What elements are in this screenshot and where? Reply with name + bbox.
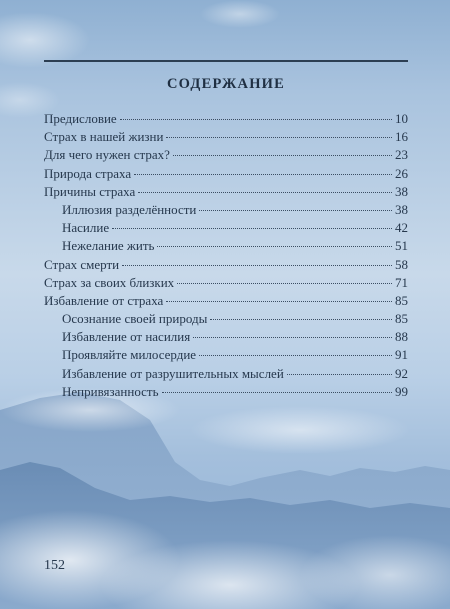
- toc-entry-page: 85: [395, 292, 408, 308]
- dot-leader: [162, 392, 392, 393]
- dot-leader: [122, 265, 392, 266]
- toc-entry-page: 92: [395, 365, 408, 381]
- toc-entry-page: 42: [395, 220, 408, 236]
- dot-leader: [199, 210, 392, 211]
- toc-entry-page: 58: [395, 256, 408, 272]
- dot-leader: [134, 174, 392, 175]
- toc-entry-page: 23: [395, 147, 408, 163]
- dot-leader: [199, 355, 392, 356]
- toc-entry-title: Для чего нужен страх?: [44, 147, 170, 163]
- toc-entry-title: Страх за своих близких: [44, 274, 175, 290]
- toc-entry-title: Насилие: [62, 220, 110, 236]
- dot-leader: [193, 337, 392, 338]
- toc-entry: [44, 238, 408, 256]
- toc-entry-title: Причины страха: [44, 183, 136, 199]
- toc-entry: [44, 293, 408, 311]
- toc-entry-page: 85: [395, 311, 408, 327]
- dot-leader: [210, 319, 392, 320]
- toc-entry: [44, 166, 408, 184]
- toc-entry-title: Избавление от страха: [44, 292, 164, 308]
- toc-entry-title: Природа страха: [44, 165, 132, 181]
- page-number: 152: [44, 558, 65, 573]
- toc-entry-title: Проявляйте милосердие: [62, 347, 197, 363]
- toc-entry: [44, 147, 408, 165]
- toc-entry: [44, 111, 408, 129]
- toc-entry-page: 38: [395, 183, 408, 199]
- toc-entry-title: Страх в нашей жизни: [44, 129, 164, 145]
- dot-leader: [112, 228, 392, 229]
- toc-entry: [44, 257, 408, 275]
- toc-entry: [44, 329, 408, 347]
- dot-leader: [177, 283, 392, 284]
- toc-entry: [44, 366, 408, 384]
- toc-entry-page: 26: [395, 165, 408, 181]
- dot-leader: [173, 155, 392, 156]
- toc-entry-page: 10: [395, 111, 408, 126]
- toc-entry: [44, 347, 408, 365]
- toc-entry: [44, 202, 408, 220]
- toc-entry: [44, 220, 408, 238]
- toc-entry: [44, 384, 408, 402]
- dot-leader: [166, 137, 392, 138]
- toc-entry-page: 71: [395, 274, 408, 290]
- toc-entry-page: 91: [395, 347, 408, 363]
- dot-leader: [138, 192, 392, 193]
- toc-entry-page: 99: [395, 383, 408, 399]
- toc-entry-title: Избавление от разрушительных мыслей: [62, 365, 284, 381]
- toc-entry: [44, 129, 408, 147]
- toc-entry-page: 16: [395, 129, 408, 145]
- toc-entry: [44, 275, 408, 293]
- dot-leader: [287, 374, 392, 375]
- toc-entry-title: Предисловие: [44, 111, 117, 126]
- toc-entry-page: 38: [395, 201, 408, 217]
- header-rule: [44, 60, 408, 62]
- toc-heading: СОДЕРЖАНИЕ: [166, 76, 286, 92]
- dot-leader: [166, 301, 392, 302]
- toc-entry-title: Осознание своей природы: [62, 311, 208, 327]
- toc-entry: [44, 184, 408, 202]
- dot-leader: [157, 246, 392, 247]
- toc-entry-title: Нежелание жить: [62, 238, 155, 254]
- toc-entry-title: Избавление от насилия: [62, 329, 191, 345]
- dot-leader: [120, 119, 392, 120]
- table-of-contents: [44, 111, 408, 402]
- toc-entry-title: Иллюзия разделённости: [62, 201, 197, 217]
- toc-entry-page: 88: [395, 329, 408, 345]
- toc-entry-page: 51: [395, 238, 408, 254]
- toc-entry: [44, 311, 408, 329]
- toc-entry-title: Страх смерти: [44, 256, 120, 272]
- toc-entry-title: Непривязанность: [62, 383, 159, 399]
